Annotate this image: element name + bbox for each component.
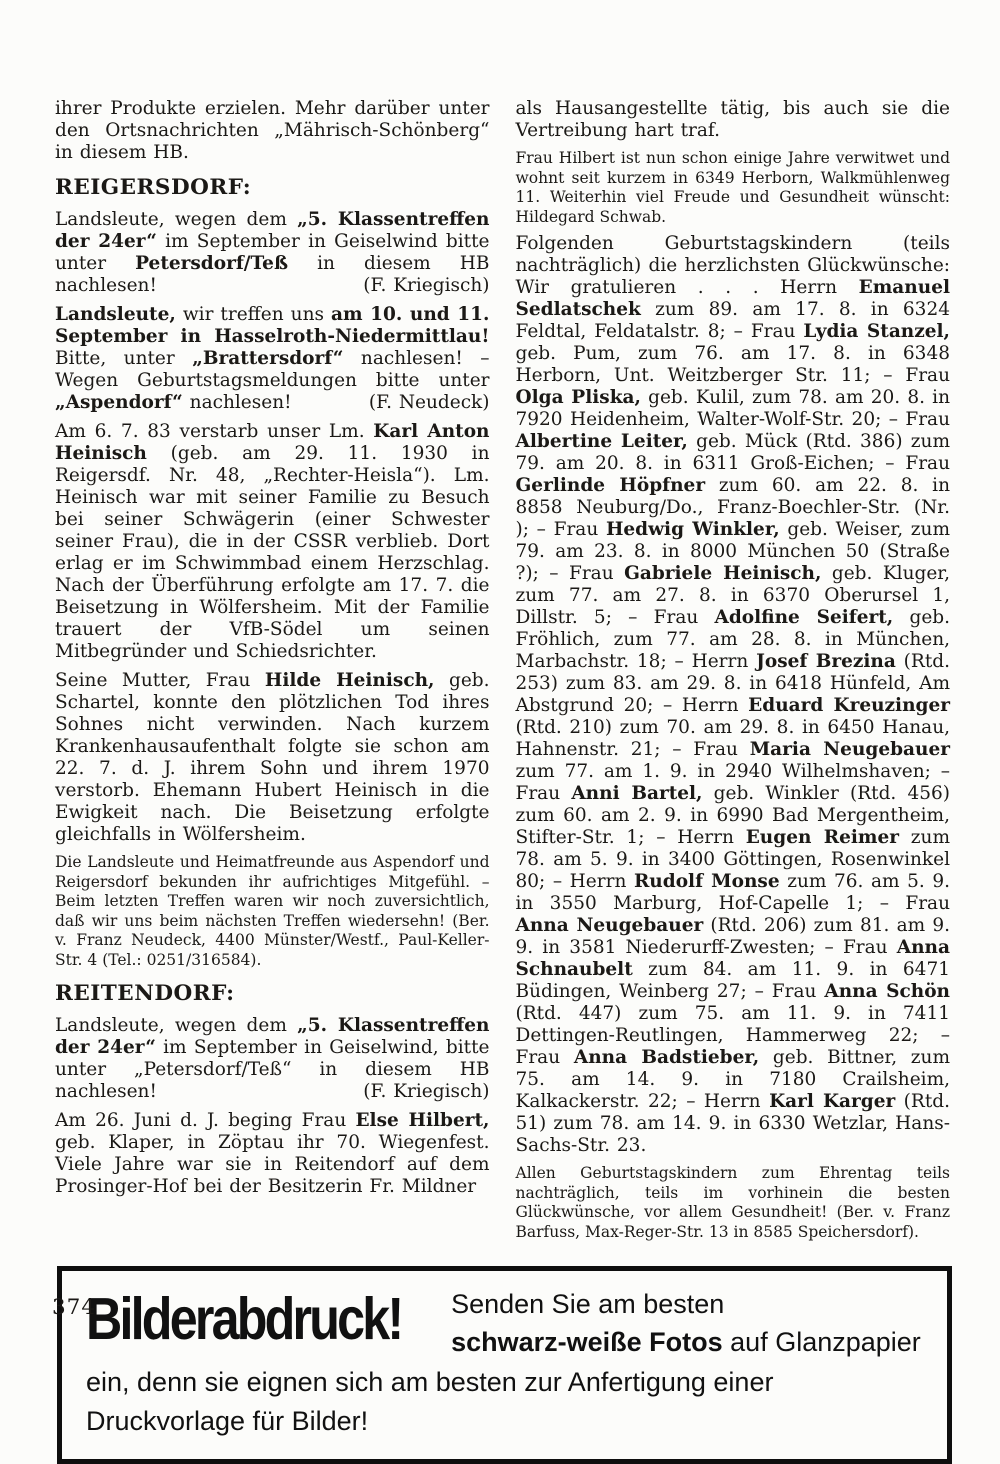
bold-text-run: Rudolf Monse: [633, 871, 780, 892]
ad-line-2: [451, 1323, 921, 1361]
text-run: geb. Kluger, zum 77. am 27. 8. in 6370 Oberursel 1, Dillstr. 5; – Frau: [515, 563, 950, 628]
bold-text-run: „5. Klassentreffen der 24er“: [55, 209, 490, 252]
bold-text-run: Hedwig Winkler,: [605, 519, 780, 540]
bold-text-run: „Aspendorf“: [55, 392, 183, 413]
text-run: Am 26. Juni d. J. beging Frau: [55, 1110, 356, 1131]
bold-text-run: Lydia Stanzel,: [803, 321, 950, 342]
text-run: (Rtd. 206) zum 81. am 9. 9. in 3581 Niederurff-Zwesten; – Frau: [515, 915, 950, 958]
bold-text-run: Emanuel Sedlatschek: [515, 277, 950, 320]
text-run: zum 76. am 5. 9. in 3550 Marburg, Hof-Capelle 1; – Frau: [515, 871, 950, 914]
bold-text-run: Else Hilbert,: [355, 1110, 490, 1131]
bold-text-run: „5. Klassentreffen der 24er“: [55, 1015, 490, 1058]
text-run: geb. Kulil, zum 78. am 20. 8. in 7920 Heidenheim, Walter-Wolf-Str. 20; – Frau: [515, 387, 951, 430]
paragraph: [55, 1110, 490, 1198]
text-run: im September in Geiselwind bitte unter: [55, 231, 490, 274]
text-run: geb. Klaper, in Zöptau ihr 70. Wiegenfest. Viele Jahre war sie in Reitendorf auf dem Prosinger-Hof bei der Besitzerin Fr. Mildner: [55, 1132, 490, 1197]
bold-text-run: Anna Neugebauer: [515, 915, 704, 936]
ad-title: Bilderabdruck!: [86, 1286, 402, 1353]
paragraph: [55, 98, 490, 164]
section-heading: REITENDORF:: [55, 981, 235, 1006]
bold-text-run: Karl Karger: [769, 1091, 896, 1112]
text-run: Frau Hilbert ist nun schon einige Jahre verwitwet und wohnt seit kurzem in 6349 Herborn, Walkmühlenweg 11. Weiterhin viel Freude und Gesundheit wünscht: Hildegard Schwab.: [515, 149, 950, 226]
text-run: geb. Fröhlich, zum 77. am 28. 8. in München, Marbachstr. 18; – Herrn: [515, 607, 950, 672]
text-run: Folgenden Geburtstagskindern (teils nachträglich) die herzlichsten Glückwünsche: Wir gratulieren . . . Herrn: [515, 233, 950, 298]
left-column: [55, 98, 490, 1205]
note-paragraph: [516, 149, 951, 227]
bold-text-run: Anni Bartel,: [571, 783, 703, 804]
text-run: Seine Mutter, Frau: [55, 670, 265, 691]
bold-text-run: Albertine Leiter,: [515, 431, 688, 452]
text-run: zum 60. am 22. 8. in 8858 Neuburg/Do., Franz-Boechler-Str. (Nr. ); – Frau: [515, 475, 950, 540]
text-run: geb. Schartel, konnte den plötzlichen Tod ihres Sohnes nicht verwinden. Nach kurzem Krankenhausaufenthalt folgte sie schon am 22. 7. d. J. ihrem Sohn und ihrem 1970 verstorb. Ehemann Hubert Heinisch in die Ewigkeit nach. Die Beisetzung erfolgte gleichfalls in Wölfersheim.: [55, 670, 490, 845]
byline: (F. Neudeck): [368, 392, 490, 413]
bold-text-run: Gabriele Heinisch,: [624, 563, 822, 584]
text-run: geb. Mück (Rtd. 386) zum 79. am 20. 8. in 6311 Groß-Eichen; – Frau: [515, 431, 950, 474]
bold-text-run: Landsleute,: [55, 304, 176, 325]
bold-text-run: „Brattersdorf“: [192, 348, 344, 369]
byline: (F. Kriegisch): [363, 1081, 490, 1102]
text-run: Die Landsleute und Heimatfreunde aus Aspendorf und Reigersdorf bekunden ihr aufrichtiges Mitgefühl. – Beim letzten Treffen waren wir noch zuversichtlich, daß wir uns beim nächsten Treffen wiedersehn! (Ber. v. Franz Neudeck, 4400 Münster/Westf., Paul-Keller-Str. 4 (Tel.: 0251/316584).: [55, 853, 490, 969]
text-run: auf Glanzpapier: [722, 1327, 921, 1357]
text-run: ihrer Produkte erzielen. Mehr darüber unter den Ortsnachrichten „Mährisch-Schönberg“ in diesem HB.: [55, 98, 490, 163]
bold-text-run: Eugen Reimer: [745, 827, 900, 848]
text-run: als Hausangestellte tätig, bis auch sie die Vertreibung hart traf.: [515, 98, 950, 141]
note-paragraph: [516, 1164, 951, 1242]
paragraph: [55, 209, 490, 297]
text-run: zum 84. am 11. 9. in 6471 Büdingen, Weinberg 27; – Frau: [515, 959, 950, 1002]
text-run: geb. Pum, zum 76. am 17. 8. in 6348 Herborn, Unt. Weitzberger Str. 11; – Frau: [515, 343, 950, 386]
text-run: zum 77. am 1. 9. in 2940 Wilhelmshaven; – Frau: [515, 761, 950, 804]
bold-text-run: Anna Schnaubelt: [515, 937, 950, 980]
bold-text-run: Olga Pliska,: [515, 387, 641, 408]
bold-text-run: Maria Neugebauer: [749, 739, 950, 760]
ad-body-text: ein, denn sie eignen sich am besten zur Anfertigung einer Druckvorlage für Bilder!: [86, 1367, 774, 1436]
paragraph: [55, 421, 490, 663]
text-run: zum 89. am 17. 8. in 6324 Feldtal, Feldatalstr. 8; – Frau: [515, 299, 950, 342]
text-run: Landsleute, wegen dem: [55, 1015, 298, 1036]
text-run: (Rtd. 210) zum 70. am 29. 8. in 6450 Hanau, Hahnenstr. 21; – Frau: [515, 717, 950, 760]
bold-text-run: Eduard Kreuzinger: [748, 695, 950, 716]
text-run: Landsleute, wegen dem: [55, 209, 298, 230]
text-run: Am 6. 7. 83 verstarb unser Lm.: [55, 421, 374, 442]
text-run: (Rtd. 253) zum 83. am 29. 8. in 6418 Hünfeld, Am Abstgrund 20; – Herrn: [515, 651, 950, 716]
bold-text-run: Anna Schön: [824, 981, 950, 1002]
ad-box: [57, 1266, 952, 1464]
paragraph: [55, 304, 490, 414]
bold-text-run: schwarz-weiße Fotos: [451, 1327, 723, 1357]
byline: (F. Kriegisch): [363, 275, 490, 296]
paragraph: [516, 233, 951, 1157]
two-column-layout: [55, 98, 950, 1248]
ad-intro-lines: [451, 1283, 921, 1361]
bold-text-run: Anna Badstieber,: [573, 1047, 760, 1068]
bold-text-run: Adolfine Seifert,: [714, 607, 894, 628]
right-column: [516, 98, 951, 1248]
paragraph: [55, 670, 490, 846]
text-run: geb. Weiser, zum 79. am 23. 8. in 8000 München 50 (Straße ?); – Frau: [515, 519, 951, 584]
text-run: im September in Geiselwind, bitte unter „Petersdorf/Teß“ in diesem HB nachlesen!: [55, 1037, 490, 1102]
text-run: nachlesen!: [182, 392, 292, 413]
text-run: nachlesen! – Wegen Geburtstagsmeldungen bitte unter: [55, 348, 490, 391]
bold-text-run: Petersdorf/Teß: [135, 253, 289, 274]
bold-text-run: Karl Anton Heinisch: [55, 421, 490, 464]
bold-text-run: Gerlinde Höpfner: [515, 475, 706, 496]
paragraph: [55, 1015, 490, 1103]
text-run: (Rtd. 51) zum 78. am 14. 9. in 6330 Wetzlar, Hans-Sachs-Str. 23.: [515, 1091, 950, 1156]
text-run: Allen Geburtstagskindern zum Ehrentag teils nachträglich, teils im vorhinein die besten Glückwünsche, vor allem Gesundheit! (Ber. v. Franz Barfuss, Max-Reger-Str. 13 in 8585 Speichersdorf).: [515, 1164, 950, 1241]
section-heading: REIGERSDORF:: [55, 175, 252, 200]
text-run: (geb. am 29. 11. 1930 in Reigersdf. Nr. 48, „Rechter-Heisla“). Lm. Heinisch war mit seiner Familie zu Besuch bei seiner Schwägerin (einer Schwester seiner Frau), die in der CSSR verblieb. Dort erlag er im Schwimmbad einem Herzschlag. Nach der Überführung erfolgte am 17. 7. die Beisetzung in Wölfersheim. Mit der Familie trauert der VfB-Södel um seinen Mitbegründer und Schiedsrichter.: [55, 443, 490, 662]
page-number: 374: [52, 1295, 97, 1320]
text-run: geb. Winkler (Rtd. 456) zum 60. am 2. 9. in 6990 Bad Mergentheim, Stifter-Str. 1; – Herrn: [515, 783, 950, 848]
text-run: Bitte, unter: [55, 348, 193, 369]
ad-line-1: Senden Sie am besten: [451, 1289, 725, 1319]
text-run: geb. Bittner, zum 75. am 14. 9. in 7180 Crailsheim, Kalkackerstr. 22; – Herrn: [515, 1047, 950, 1112]
bold-text-run: am 10. und 11. September in Hasselroth-Niedermittlau!: [55, 304, 490, 347]
bold-text-run: Hilde Heinisch,: [264, 670, 435, 691]
bold-text-run: Josef Brezina: [756, 651, 896, 672]
text-run: in diesem HB nachlesen!: [55, 253, 490, 296]
text-run: (Rtd. 447) zum 75. am 11. 9. in 7411 Dettingen-Reutlingen, Hammerweg 22; – Frau: [515, 1003, 950, 1068]
text-run: zum 78. am 5. 9. in 3400 Göttingen, Rosenwinkel 80; – Herrn: [515, 827, 950, 892]
text-run: wir treffen uns: [175, 304, 332, 325]
note-paragraph: [55, 853, 490, 970]
paragraph: [516, 98, 951, 142]
ad-header: [86, 1283, 923, 1361]
